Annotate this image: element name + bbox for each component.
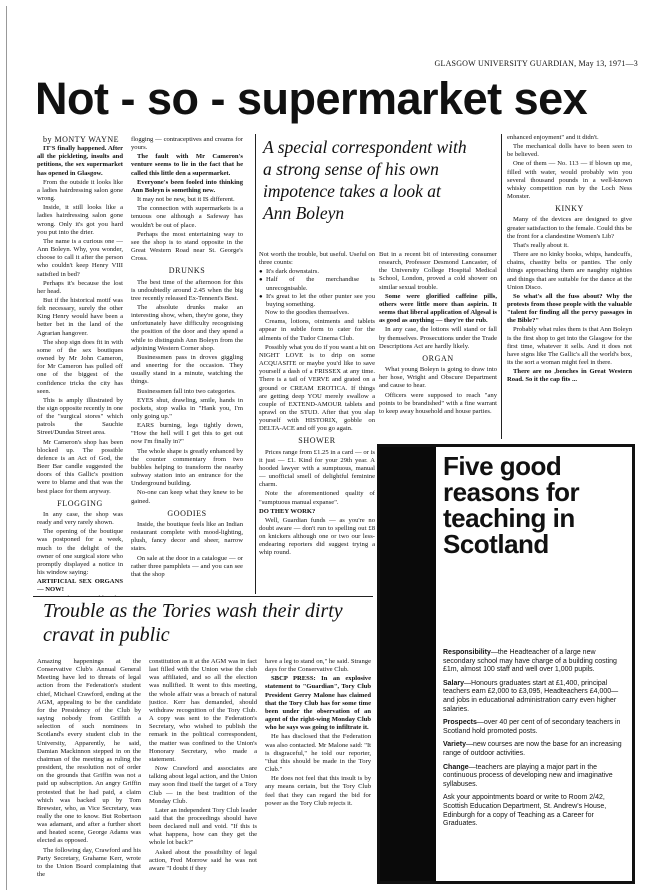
ad-item bbox=[443, 764, 628, 790]
paragraph: He has disclosed that the Federation was also contacted. Mr Malone said: "It is disgraceful," he told our reporter, "that this should be made in the Tory Club." bbox=[265, 733, 371, 774]
paragraph: What young Boleyn is going to draw into her hose, Wright and Obscure Department and cause to hear. bbox=[379, 366, 497, 390]
subhead-do-they-work: DO THEY WORK? bbox=[259, 507, 316, 515]
bullet-item: ● Half of the merchandise is unrecognisable. bbox=[259, 276, 375, 292]
paragraph: Many of the devices are designed to give greater satisfaction to the female. Could this be the front for a clandestine Women's Lib? bbox=[507, 216, 632, 240]
paragraph: But if the historical motif was felt necessary, surely the other King Henry would have been a better bet in the land of the Agrarian hangover. bbox=[37, 296, 123, 337]
article-deck: A special correspondent with a strong sense of his own impotence takes a look at Ann Boleyn bbox=[263, 137, 467, 223]
ad-contact: Ask your appointments board or write to Room 2/42, Scottish Education Department, St. Andrew's House, Edinburgh for a copy of Teaching as a Career for Graduates. bbox=[443, 794, 607, 828]
paragraph: Some were glorified caffeine pills, others were little more than aspirin. It seems that liberal application of Algesal is as good as anything — they're the rub. bbox=[379, 292, 497, 325]
ad-item-text: —the Headteacher of a large new secondary school may have charge of a building costing £1m, almost 100 staff and well over 1,000 pupils. bbox=[443, 649, 617, 674]
paragraph: Businessmen pass in droves giggling and sneering for the occasion. They usually stand in a minute, watching the things. bbox=[131, 353, 243, 386]
masthead: GLASGOW UNIVERSITY GUARDIAN, May 13, 1971—3 bbox=[434, 59, 638, 68]
paragraph: IT'S finally happened. After all the pickleting, insults and petitions, the sex supermarket has opened in Glasgow. bbox=[37, 145, 123, 177]
bullet-item: ● It's dark downstairs. bbox=[259, 268, 375, 276]
column-divider bbox=[501, 134, 502, 439]
newspaper-page bbox=[6, 6, 646, 890]
subhead-kinky: KINKY bbox=[555, 204, 584, 214]
ad-body bbox=[443, 649, 628, 834]
article-column-5 bbox=[507, 134, 632, 441]
paragraph: No-one can keep what they knew to be gained. bbox=[131, 489, 243, 505]
paragraph: EARS burning, legs tightly down, "How the hell will I get this to get out now I'm finally in?" bbox=[131, 422, 243, 446]
paragraph: Officers were supposed to reach "any points to be brandished" with a fine warrant to keep away household and house parties. bbox=[379, 391, 497, 415]
paragraph: The opening of the boutique was postponed for a week, much to the delight of the owner of one surgical store who promptly displayed a notice in his window saying: bbox=[37, 528, 123, 576]
paragraph: So what's all the fuss about? Why the protests from those people with the valuable "talent for finding all the pervy passages in the Bible?" bbox=[507, 292, 632, 325]
paragraph: The following day, Crawford and his Party Secretary, Grahame Kerr, wrote to the Union Board complaining that the bbox=[37, 846, 141, 879]
paragraph: Inside, it still looks like a ladies hairdressing salon gone wrong. Only it's got you hard you put into the drier. bbox=[37, 204, 123, 236]
tory-article-column-1 bbox=[37, 658, 141, 884]
ad-item-text: —new courses are now the base for an increasing range of outdoor activities. bbox=[443, 741, 622, 757]
paragraph: ARTIFICIAL SEX ORGANS — NOW! bbox=[37, 578, 123, 594]
ad-item-text: —Honours graduates start at £1,400, principal teachers earn £2,000 to £3,095, Headteachers £4,000—and jobs in educational administration carry even higher salaries. bbox=[443, 679, 619, 713]
paragraph: Businessmen fall into two categories. bbox=[137, 387, 236, 395]
paragraph: From the outside it looks like a ladies hairdressing salon gone wrong. bbox=[37, 178, 123, 203]
paragraph: He does not feel that this insult is by any means certain, but the Tory Club feel that they can regard the bid for power as the Tory Club rejects it. bbox=[265, 775, 371, 807]
subhead-flogging: FLOGGING bbox=[57, 498, 103, 508]
paragraph: Possibly what you do if you want a hit on NIGHT LOVE is to drip on some ACQUASITE or maybe you'd like to save yourself a dash of a FRISSEX at any time. There is a tail of VERVE and grated on a ground or CREAM EROTICA. If things are getting deep YOU merely swallow a couple of EXTEND-AMOUR tablets and sprawl on the STUD. After that you slap yourself with HISTORIX, gobble on DELTA-ACE and off you go again. bbox=[259, 343, 375, 433]
paragraph: EYES shut, drawling, smile, hands in pockets, stop walks in "Hank you, I'm only going up." bbox=[131, 396, 243, 420]
paragraph: The mechanical dolls have to been seen to be believed. bbox=[507, 143, 632, 159]
subhead-organ: ORGAN bbox=[422, 353, 454, 363]
column-divider bbox=[255, 134, 256, 594]
paragraph: Mr Cameron's shop has been blocked up. The possible defence is an Act of God, the Beer Bar candle suggested the doors of this Gallic's position were to blame and that was the best place for them anyway. bbox=[37, 438, 123, 495]
paragraph: flogging — contraceptives and creams for yours. bbox=[131, 136, 243, 152]
paragraph: Note the aforementioned quality of "sumptuous manual expanse". bbox=[259, 490, 375, 506]
ad-item-lead: Change bbox=[443, 763, 469, 771]
article-column-4 bbox=[379, 251, 497, 441]
paragraph: The absolute drunks make an interesting show, when, they're gone, they unfortunately have difficulty recognising the position of the door and they spend a while to distinguish Ann Boleyn from the adjoining Western Corner shop. bbox=[131, 303, 243, 352]
paragraph: On sale at the door in a catalogue — or rather three pamphlets — and you can see that the shop bbox=[131, 554, 243, 578]
paragraph: Perhaps the most entertaining way to see the shop is to stand opposite in the Great Western Road near St. George's Cross. bbox=[131, 230, 243, 263]
byline: by MONTY WAYNE bbox=[43, 136, 120, 144]
article-column-2 bbox=[131, 136, 243, 596]
tory-article-headline: Trouble as the Tories wash their dirty cravat in public bbox=[43, 600, 343, 646]
subhead-goodies: GOODIES bbox=[167, 508, 207, 518]
subhead-shower: SHOWER bbox=[298, 436, 336, 446]
ad-item-lead: Prospects bbox=[443, 719, 477, 727]
ad-item-lead: Responsibility bbox=[443, 649, 491, 656]
teaching-advertisement bbox=[377, 444, 635, 884]
subhead-drunks: DRUNKS bbox=[168, 266, 206, 276]
bullet-item: ● It's great to let the other punter see you buying something. bbox=[259, 293, 375, 309]
ad-item-lead: Variety bbox=[443, 741, 466, 749]
paragraph: Later an independent Tory Club leader said that the proceedings should have been declared null and void. "If this is what happens, how can they get the whole lot back?" bbox=[149, 806, 257, 847]
ad-item bbox=[443, 719, 628, 736]
paragraph: One of them — No. 113 — if blown up me, filled with water, would probably win you several thousand pounds in a well-known whisky competition run by the Loch Ness Monster. bbox=[507, 160, 632, 201]
article-column-1 bbox=[37, 136, 123, 596]
paragraph: Asked about the possibility of legal action, Fred Morrow said he was not aware "I doubt if they bbox=[149, 848, 257, 872]
ad-item bbox=[443, 680, 628, 714]
ad-item-text: —over 40 per cent of of secondary teachers in Scotland hold promoted posts. bbox=[443, 719, 621, 735]
paragraph: This is amply illustrated by the sign opposite recently in one of the "surgical stores" which patrols the Sauchie Street/Dundas Street area. bbox=[37, 396, 123, 437]
ad-item-lead: Salary bbox=[443, 679, 465, 687]
paragraph: Everyone's been fooled into thinking Ann Boleyn is something new. bbox=[131, 178, 243, 194]
paragraph: The whole shape is greatly enhanced by the counter commentary from two bubbles helping to transform the nearby subway station into an entrance for the Underground building. bbox=[131, 447, 243, 488]
article-column-3 bbox=[259, 251, 375, 596]
paragraph: Now to the goodies themselves. bbox=[265, 309, 350, 317]
paragraph: Prices range from £1.25 in a card — or is it just — £1. Kind for your 29th year. A hooded lawyer with a sumptuous, manual — unofficial smell of delightful feminine charm. bbox=[259, 448, 375, 489]
headline: Not - so - supermarket sex bbox=[35, 73, 588, 124]
paragraph: Perhaps it's because the lost her head. bbox=[37, 279, 123, 295]
paragraph: Inside, the boutique feels like an Indian restaurant complete with mood-lighting, plush, fancy decor and sheer, narrow stairs. bbox=[131, 520, 243, 553]
ad-item-text: —teachers are playing a major part in the continuous process of developing new and imaginative syllabuses. bbox=[443, 763, 613, 788]
paragraph: Not worth the trouble, but useful. Useful on three counts: bbox=[259, 251, 375, 267]
paragraph: Creams, lotions, ointments and tablets appear in subtle form to cater for the ailments of the Tudor Cinema Club. bbox=[259, 318, 375, 342]
ad-black-bar bbox=[380, 447, 436, 881]
paragraph: have a leg to stand on," he said. Strange days for the Conservative Club. bbox=[265, 658, 371, 674]
section-divider bbox=[33, 596, 373, 597]
paragraph: The best time of the afternoon for this is undoubtedly around 2.45 when the big tree recently released Ex-Tennent's Best. bbox=[131, 278, 243, 302]
paragraph: The connection with supermarkets is a tenuous one although a Safeway has wouldn't be out of place. bbox=[131, 205, 243, 229]
tory-article-column-3 bbox=[265, 658, 371, 884]
tory-article-column-2 bbox=[149, 658, 257, 884]
ad-item bbox=[443, 649, 628, 675]
paragraph: enhanced enjoyment" and it didn't. bbox=[507, 134, 599, 141]
paragraph: The fault with Mr Cameron's venture seems to lie in the fact that he called this little den a supermarket. bbox=[131, 153, 243, 177]
paragraph: That's really about it. bbox=[513, 241, 569, 249]
paragraph: There are no kinky books, whips, handcuffs, chains, chastity belts or panties. The only things approaching them are naughty nighties and things that are suitable for the dance at the Union Disco. bbox=[507, 251, 632, 291]
ad-item bbox=[443, 741, 628, 758]
paragraph: It may not be new, but it IS different. bbox=[137, 196, 235, 204]
paragraph: The name is a curious one — Ann Boleyn. Why, you wonder, choose to call it after the person who couldn't keep Henry VIII satisfied in bed? bbox=[37, 237, 123, 278]
paragraph: constitution as it at the AGM was in fact last filled with the Union wise the club was affiliated, and so all the election was nullified. It went to this meeting, the whole affair was a breach of natural justice. Kerr has demanded, should withdraw recognition of the Tory Club. A copy was sent to the Federation's Secretary, who wished to publish the remark in the political correspondent, the matter was confined to the Union's Honorary Secretary, who made a statement. bbox=[149, 658, 257, 763]
paragraph: Probably what rules them is that Ann Boleyn is the first shop to get into the Glasgow for the first time, whatever it sells. And it does not have signs like The Gallic's all the world's box, its the sort a woman might feel in there. bbox=[507, 326, 632, 367]
paragraph: Now Crawford and associates are talking about legal action, and the Union may soon find itself the target of a Tory Club — in the best tradition of the Monday Club. bbox=[149, 765, 257, 805]
paragraph: Well, Guardian funds — as you're no doubt aware — don't run to spelling out £8 on knickers although one or two our less-endearing reporters did suggest trying a whip round. bbox=[259, 516, 375, 557]
paragraph: There are no ,benches in Great Western Road. So it the cap fits ... bbox=[507, 368, 632, 384]
bullet-list bbox=[259, 268, 375, 309]
ad-heading: Five good reasons for teaching in Scotland bbox=[443, 451, 580, 559]
paragraph: In any case, the lotions will stand or fall by themselves. Prosecutions under the Trade Descriptions Act are hardly likely. bbox=[379, 326, 497, 350]
paragraph: The shop sign does fit in with some of the sex boutiques owned by Mr John Cameron, for Mr Cameron has pulled off one of the biggest of the confidence tricks the city has seen. bbox=[37, 338, 123, 395]
paragraph: But in a recent bit of interesting consumer research, Professor Desmond Lancaster, of the University College Hospital Medical School, London, proved a cold shower on similar sexual trouble. bbox=[379, 251, 497, 291]
paragraph: SBCP PRESS: In an explosive statement to "Guardian", Tory Club President Gerry Malone has claimed that the Tory Club has for some time been under the observation of an agent of the right-wing Monday Club who he says was going to infiltrate it. bbox=[265, 675, 371, 732]
paragraph: In any case, the shop was ready and very rarely shown. bbox=[37, 510, 123, 527]
paragraph: Amazing happenings at the Conservative Club's Annual General Meeting have led to threats of legal action from the Federation's student chief, Michael Crawford, ending at the AGM, appealing to be the candidate for the Presidency of the Club by saying nobody from Griffith a selection of such nominees in Scotland's every student club in the University, Apparently, he said, Damian Mackinnon stepped in on the chairman of the meeting as ruling the president, the resolution not of order on the grounds that Griffin was not a paid up subscription. An angry Griffin protested that he had paid, a claim which was backed up by Tom Brewster, who, as Vice Secretary, was really the one to know. But Robertson was adamant, and after a further short and heated scene, George Adams was elected as opposed. bbox=[37, 658, 141, 845]
